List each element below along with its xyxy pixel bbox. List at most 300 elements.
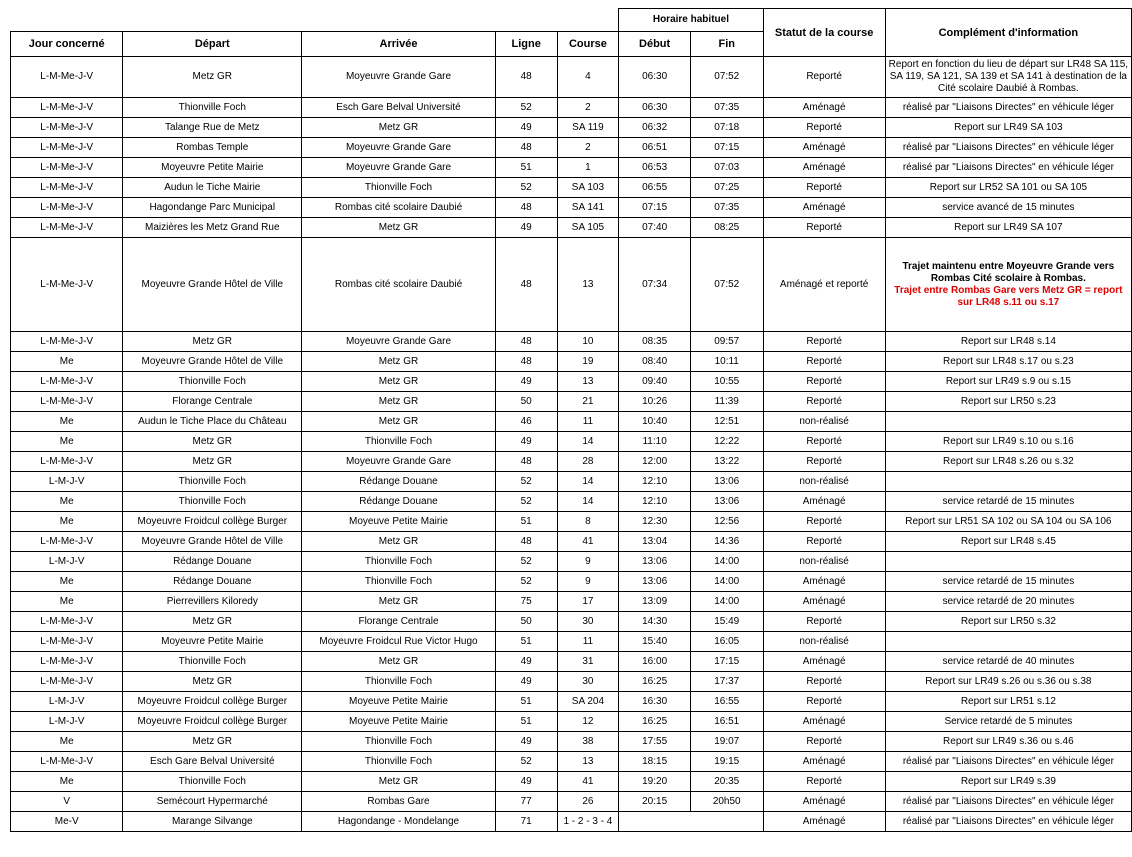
cell-course: 31 — [557, 652, 619, 672]
cell-fin: 07:52 — [690, 57, 763, 98]
cell-jour: Me — [11, 492, 123, 512]
cell-debut: 06:30 — [619, 98, 691, 118]
cell-debut: 16:00 — [619, 652, 691, 672]
cell-fin: 13:06 — [690, 492, 763, 512]
cell-ligne: 52 — [495, 752, 557, 772]
cell-depart: Metz GR — [123, 432, 302, 452]
cell-statut: Aménagé — [763, 592, 885, 612]
table-row — [11, 732, 1132, 752]
cell-arrivee: Thionville Foch — [302, 178, 496, 198]
cell-complement: Report sur LR48 s.45 — [885, 532, 1131, 552]
cell-depart: Moyeuvre Froidcul collège Burger — [123, 692, 302, 712]
cell-horaire-empty — [619, 812, 763, 832]
cell-jour: Me — [11, 592, 123, 612]
cell-statut: Reporté — [763, 672, 885, 692]
cell-course: 28 — [557, 452, 619, 472]
table-row — [11, 57, 1132, 98]
cell-jour: Me — [11, 512, 123, 532]
cell-fin: 10:55 — [690, 372, 763, 392]
cell-statut: Aménagé — [763, 492, 885, 512]
cell-ligne: 50 — [495, 392, 557, 412]
cell-statut: Reporté — [763, 772, 885, 792]
cell-depart: Thionville Foch — [123, 372, 302, 392]
cell-ligne: 51 — [495, 512, 557, 532]
cell-course: 14 — [557, 492, 619, 512]
cell-statut: Reporté — [763, 612, 885, 632]
header-depart: Départ — [123, 32, 302, 57]
cell-course: SA 103 — [557, 178, 619, 198]
cell-jour: Me-V — [11, 812, 123, 832]
cell-complement: Report sur LR50 s.23 — [885, 392, 1131, 412]
cell-complement: Report sur LR49 SA 107 — [885, 218, 1131, 238]
cell-depart: Rombas Temple — [123, 138, 302, 158]
cell-depart: Hagondange Parc Municipal — [123, 198, 302, 218]
cell-ligne: 49 — [495, 732, 557, 752]
cell-depart: Audun le Tiche Place du Château — [123, 412, 302, 432]
cell-course: 38 — [557, 732, 619, 752]
header-group-horaire: Horaire habituel — [619, 9, 763, 32]
cell-complement: réalisé par "Liaisons Directes" en véhicule léger — [885, 752, 1131, 772]
cell-course: SA 119 — [557, 118, 619, 138]
cell-statut: non-réalisé — [763, 552, 885, 572]
table-row — [11, 512, 1132, 532]
cell-complement: service avancé de 15 minutes — [885, 198, 1131, 218]
cell-jour: L-M-Me-J-V — [11, 372, 123, 392]
cell-fin: 11:39 — [690, 392, 763, 412]
cell-depart: Florange Centrale — [123, 392, 302, 412]
cell-complement: Report sur LR48 s.14 — [885, 332, 1131, 352]
cell-course: 13 — [557, 238, 619, 332]
cell-jour: L-M-J-V — [11, 472, 123, 492]
table-row — [11, 392, 1132, 412]
cell-ligne: 52 — [495, 492, 557, 512]
cell-complement: Report sur LR49 s.9 ou s.15 — [885, 372, 1131, 392]
cell-statut: Reporté — [763, 178, 885, 198]
cell-fin: 12:56 — [690, 512, 763, 532]
cell-complement: service retardé de 15 minutes — [885, 572, 1131, 592]
cell-fin: 12:51 — [690, 412, 763, 432]
cell-arrivee: Moyeuvre Grande Gare — [302, 158, 496, 178]
cell-ligne: 48 — [495, 238, 557, 332]
table-row — [11, 612, 1132, 632]
cell-debut: 13:06 — [619, 552, 691, 572]
cell-complement: Service retardé de 5 minutes — [885, 712, 1131, 732]
cell-depart: Thionville Foch — [123, 492, 302, 512]
cell-jour: L-M-Me-J-V — [11, 98, 123, 118]
cell-ligne: 49 — [495, 772, 557, 792]
cell-statut: Aménagé — [763, 792, 885, 812]
cell-ligne: 75 — [495, 592, 557, 612]
cell-arrivee: Moyeuvre Froidcul Rue Victor Hugo — [302, 632, 496, 652]
cell-arrivee: Moyeuve Petite Mairie — [302, 512, 496, 532]
table-row — [11, 572, 1132, 592]
cell-course: 30 — [557, 612, 619, 632]
cell-course: 11 — [557, 412, 619, 432]
cell-ligne: 48 — [495, 138, 557, 158]
cell-fin: 07:15 — [690, 138, 763, 158]
cell-fin: 13:22 — [690, 452, 763, 472]
table-row — [11, 98, 1132, 118]
table-row — [11, 792, 1132, 812]
cell-depart: Marange Silvange — [123, 812, 302, 832]
cell-arrivee: Moyeuvre Grande Gare — [302, 138, 496, 158]
cell-course: 11 — [557, 632, 619, 652]
cell-jour: L-M-Me-J-V — [11, 392, 123, 412]
cell-debut: 16:25 — [619, 672, 691, 692]
cell-complement: service retardé de 15 minutes — [885, 492, 1131, 512]
cell-depart: Moyeuvre Froidcul collège Burger — [123, 712, 302, 732]
cell-fin: 12:22 — [690, 432, 763, 452]
table-row — [11, 158, 1132, 178]
cell-fin: 14:00 — [690, 552, 763, 572]
cell-ligne: 48 — [495, 198, 557, 218]
cell-arrivee: Rombas cité scolaire Daubié — [302, 198, 496, 218]
header-ligne: Ligne — [495, 32, 557, 57]
cell-debut: 14:30 — [619, 612, 691, 632]
disruption-table — [10, 8, 1132, 832]
cell-fin: 08:25 — [690, 218, 763, 238]
cell-arrivee: Rombas cité scolaire Daubié — [302, 238, 496, 332]
header-course: Course — [557, 32, 619, 57]
cell-ligne: 48 — [495, 452, 557, 472]
cell-course: 2 — [557, 98, 619, 118]
cell-fin: 14:36 — [690, 532, 763, 552]
cell-jour: Me — [11, 732, 123, 752]
cell-statut: Aménagé et reporté — [763, 238, 885, 332]
cell-complement: Report sur LR49 s.26 ou s.36 ou s.38 — [885, 672, 1131, 692]
cell-jour: L-M-Me-J-V — [11, 178, 123, 198]
cell-jour: L-M-J-V — [11, 692, 123, 712]
cell-course: 8 — [557, 512, 619, 532]
cell-arrivee: Metz GR — [302, 372, 496, 392]
cell-complement — [885, 632, 1131, 652]
cell-jour: L-M-Me-J-V — [11, 158, 123, 178]
cell-fin: 07:35 — [690, 198, 763, 218]
cell-ligne: 71 — [495, 812, 557, 832]
cell-arrivee: Metz GR — [302, 592, 496, 612]
cell-complement: réalisé par "Liaisons Directes" en véhicule léger — [885, 792, 1131, 812]
cell-ligne: 77 — [495, 792, 557, 812]
cell-depart: Esch Gare Belval Université — [123, 752, 302, 772]
cell-statut: Reporté — [763, 732, 885, 752]
cell-arrivee: Metz GR — [302, 412, 496, 432]
table-row — [11, 812, 1132, 832]
cell-jour: L-M-Me-J-V — [11, 238, 123, 332]
cell-complement: service retardé de 40 minutes — [885, 652, 1131, 672]
cell-jour: L-M-J-V — [11, 552, 123, 572]
cell-course: 12 — [557, 712, 619, 732]
cell-debut: 06:55 — [619, 178, 691, 198]
cell-complement: Report sur LR49 s.39 — [885, 772, 1131, 792]
header-complement: Complément d'information — [885, 9, 1131, 57]
table-row — [11, 492, 1132, 512]
cell-arrivee: Rombas Gare — [302, 792, 496, 812]
table-row — [11, 412, 1132, 432]
cell-fin: 16:55 — [690, 692, 763, 712]
cell-complement: service retardé de 20 minutes — [885, 592, 1131, 612]
cell-fin: 20h50 — [690, 792, 763, 812]
cell-course: 30 — [557, 672, 619, 692]
cell-ligne: 52 — [495, 572, 557, 592]
cell-statut: Aménagé — [763, 98, 885, 118]
cell-statut: Aménagé — [763, 712, 885, 732]
table-row — [11, 178, 1132, 198]
table-row — [11, 138, 1132, 158]
cell-depart: Maizières les Metz Grand Rue — [123, 218, 302, 238]
header-arrivee: Arrivée — [302, 32, 496, 57]
cell-complement: Report sur LR49 s.36 ou s.46 — [885, 732, 1131, 752]
cell-debut: 07:15 — [619, 198, 691, 218]
cell-ligne: 49 — [495, 672, 557, 692]
cell-course: 9 — [557, 572, 619, 592]
cell-debut: 06:30 — [619, 57, 691, 98]
cell-course: 9 — [557, 552, 619, 572]
cell-course: 4 — [557, 57, 619, 98]
complement-bold-text: Trajet maintenu entre Moyeuvre Grande vers Rombas Cité scolaire à Rombas. — [902, 260, 1115, 284]
cell-complement: réalisé par "Liaisons Directes" en véhicule léger — [885, 98, 1131, 118]
cell-course: 1 — [557, 158, 619, 178]
cell-depart: Metz GR — [123, 57, 302, 98]
cell-arrivee: Thionville Foch — [302, 752, 496, 772]
cell-jour: L-M-Me-J-V — [11, 138, 123, 158]
cell-debut: 12:00 — [619, 452, 691, 472]
cell-depart: Moyeuvre Grande Hôtel de Ville — [123, 238, 302, 332]
table-row — [11, 712, 1132, 732]
cell-arrivee: Moyeuve Petite Mairie — [302, 692, 496, 712]
cell-complement: Report sur LR49 s.10 ou s.16 — [885, 432, 1131, 452]
table-row — [11, 632, 1132, 652]
table-row — [11, 198, 1132, 218]
cell-statut: Reporté — [763, 352, 885, 372]
cell-course: 17 — [557, 592, 619, 612]
cell-ligne: 46 — [495, 412, 557, 432]
cell-complement — [885, 412, 1131, 432]
table-row — [11, 532, 1132, 552]
cell-jour: L-M-Me-J-V — [11, 218, 123, 238]
cell-depart: Metz GR — [123, 332, 302, 352]
cell-ligne: 51 — [495, 692, 557, 712]
header-fin: Fin — [690, 32, 763, 57]
cell-jour: L-M-Me-J-V — [11, 57, 123, 98]
cell-debut: 11:10 — [619, 432, 691, 452]
cell-arrivee: Metz GR — [302, 392, 496, 412]
cell-debut: 20:15 — [619, 792, 691, 812]
cell-arrivee: Thionville Foch — [302, 732, 496, 752]
cell-statut: non-réalisé — [763, 412, 885, 432]
cell-arrivee: Hagondange - Mondelange — [302, 812, 496, 832]
cell-course: 13 — [557, 752, 619, 772]
cell-ligne: 49 — [495, 372, 557, 392]
cell-jour: L-M-Me-J-V — [11, 632, 123, 652]
table-row — [11, 472, 1132, 492]
cell-debut: 06:32 — [619, 118, 691, 138]
cell-fin: 07:25 — [690, 178, 763, 198]
cell-fin: 14:00 — [690, 572, 763, 592]
cell-arrivee: Thionville Foch — [302, 552, 496, 572]
cell-ligne: 49 — [495, 118, 557, 138]
cell-jour: Me — [11, 572, 123, 592]
table-body — [11, 57, 1132, 832]
cell-course: SA 141 — [557, 198, 619, 218]
cell-jour: L-M-Me-J-V — [11, 752, 123, 772]
cell-debut: 08:40 — [619, 352, 691, 372]
cell-debut: 06:51 — [619, 138, 691, 158]
cell-ligne: 51 — [495, 158, 557, 178]
cell-depart: Metz GR — [123, 452, 302, 472]
cell-fin: 13:06 — [690, 472, 763, 492]
cell-fin: 17:15 — [690, 652, 763, 672]
table-row — [11, 238, 1132, 332]
cell-depart: Audun le Tiche Mairie — [123, 178, 302, 198]
cell-depart: Thionville Foch — [123, 772, 302, 792]
cell-statut: Aménagé — [763, 752, 885, 772]
cell-complement: réalisé par "Liaisons Directes" en véhicule léger — [885, 158, 1131, 178]
cell-jour: L-M-Me-J-V — [11, 332, 123, 352]
table-row — [11, 372, 1132, 392]
cell-fin: 10:11 — [690, 352, 763, 372]
cell-ligne: 50 — [495, 612, 557, 632]
cell-debut: 13:04 — [619, 532, 691, 552]
cell-complement: Report sur LR51 SA 102 ou SA 104 ou SA 106 — [885, 512, 1131, 532]
cell-course: 14 — [557, 472, 619, 492]
cell-complement: Report sur LR49 SA 103 — [885, 118, 1131, 138]
cell-arrivee: Metz GR — [302, 532, 496, 552]
cell-arrivee: Metz GR — [302, 218, 496, 238]
cell-ligne: 49 — [495, 218, 557, 238]
cell-statut: Reporté — [763, 532, 885, 552]
cell-arrivee: Metz GR — [302, 352, 496, 372]
table-row — [11, 332, 1132, 352]
cell-statut: non-réalisé — [763, 472, 885, 492]
cell-statut: Aménagé — [763, 652, 885, 672]
cell-debut: 17:55 — [619, 732, 691, 752]
cell-jour: L-M-J-V — [11, 712, 123, 732]
cell-ligne: 48 — [495, 532, 557, 552]
cell-depart: Moyeuvre Petite Mairie — [123, 158, 302, 178]
cell-arrivee: Moyeuvre Grande Gare — [302, 332, 496, 352]
cell-statut: Reporté — [763, 692, 885, 712]
cell-ligne: 52 — [495, 98, 557, 118]
cell-arrivee: Thionville Foch — [302, 572, 496, 592]
cell-complement: Report sur LR51 s.12 — [885, 692, 1131, 712]
cell-course: 21 — [557, 392, 619, 412]
table-row — [11, 772, 1132, 792]
cell-statut: Reporté — [763, 372, 885, 392]
cell-fin: 16:51 — [690, 712, 763, 732]
cell-fin: 14:00 — [690, 592, 763, 612]
cell-jour: Me — [11, 772, 123, 792]
cell-complement — [885, 552, 1131, 572]
cell-fin: 19:07 — [690, 732, 763, 752]
cell-depart: Rédange Douane — [123, 572, 302, 592]
cell-fin: 07:18 — [690, 118, 763, 138]
cell-debut: 09:40 — [619, 372, 691, 392]
cell-complement: Report sur LR52 SA 101 ou SA 105 — [885, 178, 1131, 198]
table-row — [11, 352, 1132, 372]
cell-arrivee: Moyeuvre Grande Gare — [302, 452, 496, 472]
cell-statut: Aménagé — [763, 158, 885, 178]
cell-jour: L-M-Me-J-V — [11, 452, 123, 472]
cell-arrivee: Metz GR — [302, 118, 496, 138]
cell-arrivee: Moyeuve Petite Mairie — [302, 712, 496, 732]
cell-fin: 07:03 — [690, 158, 763, 178]
cell-fin: 19:15 — [690, 752, 763, 772]
table-row — [11, 432, 1132, 452]
cell-statut: Reporté — [763, 332, 885, 352]
table-row — [11, 118, 1132, 138]
cell-arrivee: Moyeuvre Grande Gare — [302, 57, 496, 98]
table-row — [11, 692, 1132, 712]
cell-ligne: 48 — [495, 332, 557, 352]
cell-course: 41 — [557, 532, 619, 552]
cell-course: SA 204 — [557, 692, 619, 712]
cell-fin: 15:49 — [690, 612, 763, 632]
cell-arrivee: Florange Centrale — [302, 612, 496, 632]
cell-depart: Metz GR — [123, 612, 302, 632]
cell-statut: Reporté — [763, 218, 885, 238]
cell-fin: 07:35 — [690, 98, 763, 118]
cell-debut: 18:15 — [619, 752, 691, 772]
cell-depart: Moyeuvre Petite Mairie — [123, 632, 302, 652]
cell-course: 10 — [557, 332, 619, 352]
cell-fin: 17:37 — [690, 672, 763, 692]
cell-ligne: 48 — [495, 57, 557, 98]
cell-depart: Moyeuvre Froidcul collège Burger — [123, 512, 302, 532]
cell-ligne: 52 — [495, 178, 557, 198]
cell-fin: 09:57 — [690, 332, 763, 352]
cell-complement — [885, 238, 1131, 332]
header-group-row — [11, 9, 1132, 32]
cell-course: 41 — [557, 772, 619, 792]
cell-course: 14 — [557, 432, 619, 452]
cell-ligne: 51 — [495, 632, 557, 652]
cell-ligne: 52 — [495, 472, 557, 492]
cell-statut: Reporté — [763, 118, 885, 138]
cell-debut: 10:26 — [619, 392, 691, 412]
cell-jour: L-M-Me-J-V — [11, 652, 123, 672]
cell-debut: 12:10 — [619, 472, 691, 492]
cell-depart: Moyeuvre Grande Hôtel de Ville — [123, 352, 302, 372]
cell-statut: Reporté — [763, 57, 885, 98]
cell-debut: 12:30 — [619, 512, 691, 532]
cell-statut: Reporté — [763, 512, 885, 532]
cell-ligne: 52 — [495, 552, 557, 572]
header-corner-empty — [11, 9, 619, 32]
cell-course: 26 — [557, 792, 619, 812]
cell-jour: Me — [11, 432, 123, 452]
cell-fin: 20:35 — [690, 772, 763, 792]
table-row — [11, 218, 1132, 238]
cell-debut: 13:06 — [619, 572, 691, 592]
cell-course: SA 105 — [557, 218, 619, 238]
cell-debut: 10:40 — [619, 412, 691, 432]
header-debut: Début — [619, 32, 691, 57]
cell-debut: 15:40 — [619, 632, 691, 652]
cell-ligne: 51 — [495, 712, 557, 732]
cell-statut: Reporté — [763, 392, 885, 412]
cell-statut: Aménagé — [763, 138, 885, 158]
cell-jour: L-M-Me-J-V — [11, 612, 123, 632]
cell-fin: 16:05 — [690, 632, 763, 652]
cell-debut: 07:40 — [619, 218, 691, 238]
cell-arrivee: Metz GR — [302, 772, 496, 792]
cell-complement: Report en fonction du lieu de départ sur LR48 SA 115, SA 119, SA 121, SA 139 et SA 141 à destination de la Cité scolaire Daubié à Rombas. — [885, 57, 1131, 98]
cell-debut: 19:20 — [619, 772, 691, 792]
header-jour: Jour concerné — [11, 32, 123, 57]
cell-statut: Aménagé — [763, 812, 885, 832]
table-row — [11, 672, 1132, 692]
cell-course: 13 — [557, 372, 619, 392]
